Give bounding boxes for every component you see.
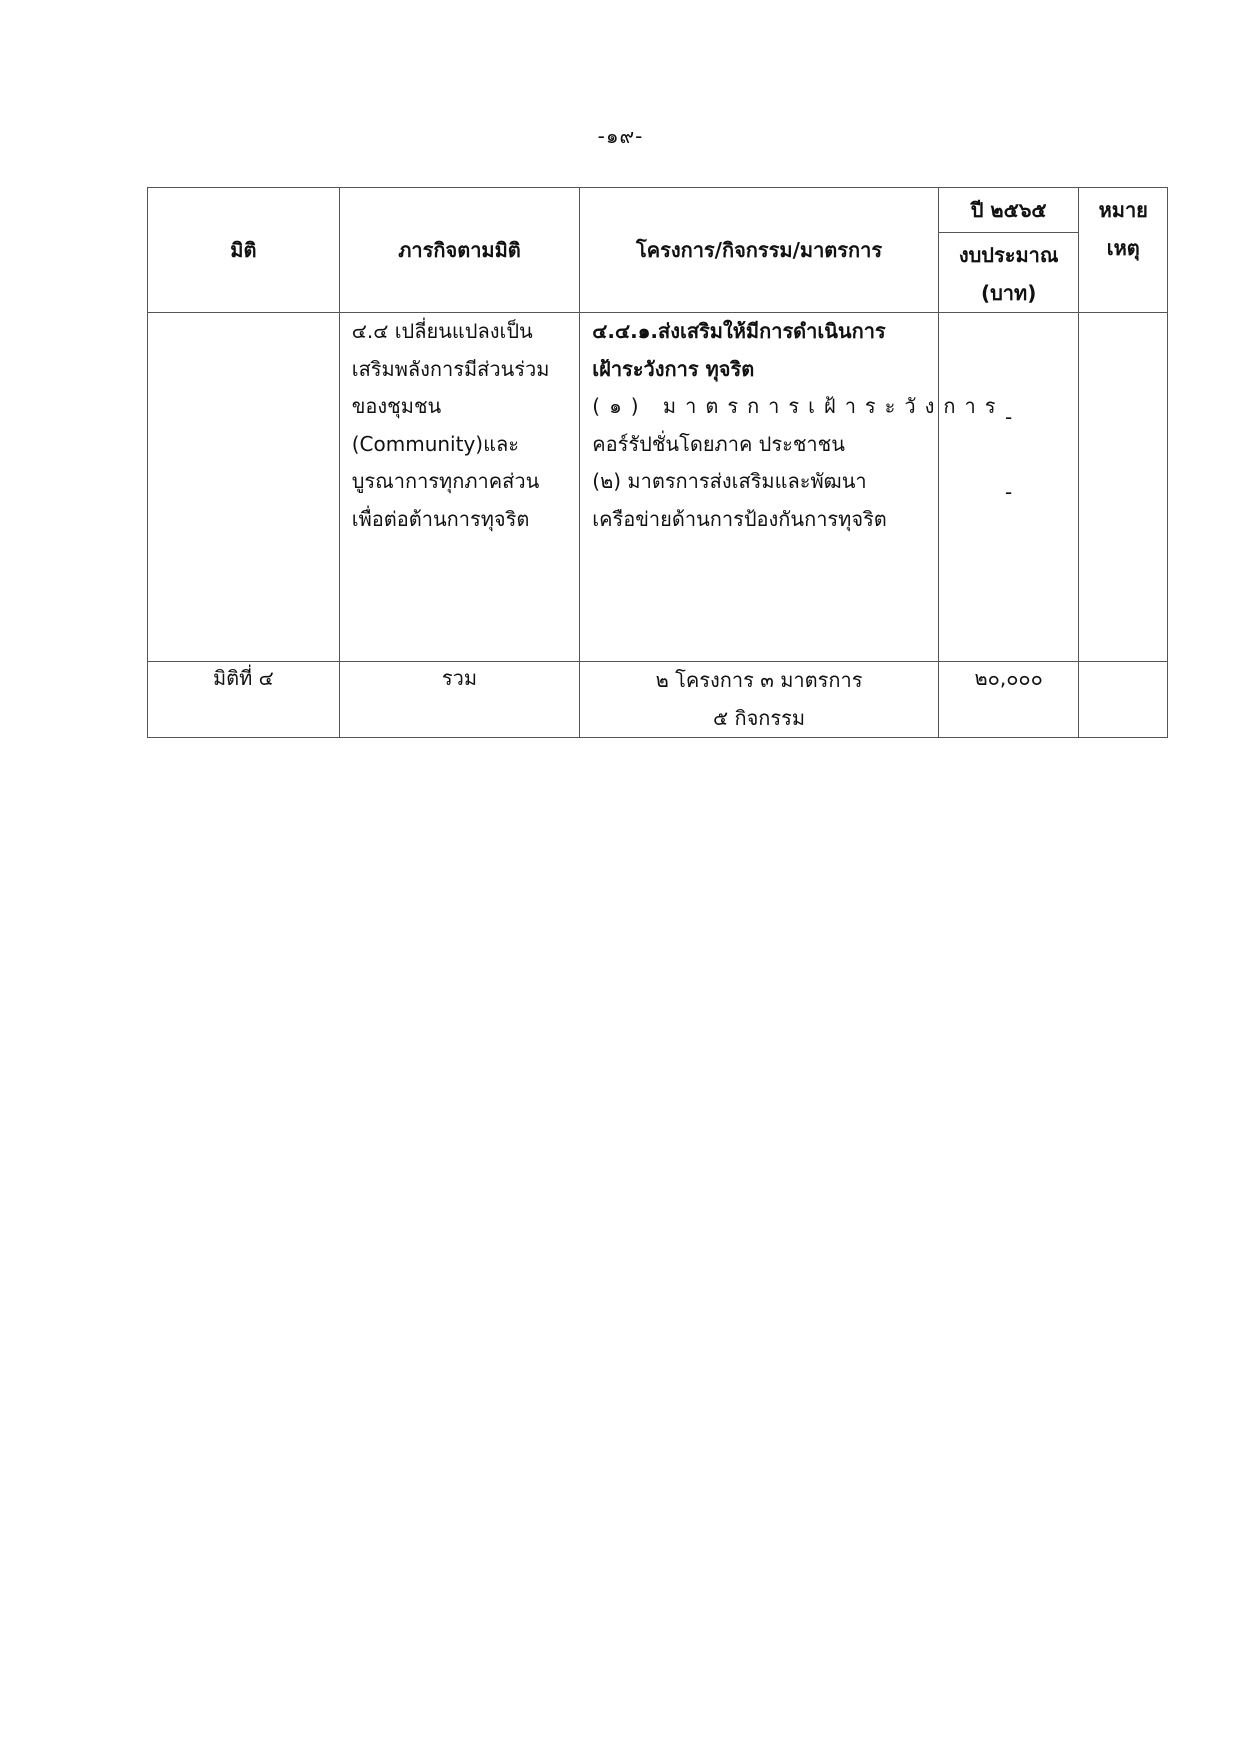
total-project	[580, 662, 939, 738]
project-title-line: ๔.๔.๑.ส่งเสริมให้มีการดำเนินการ	[592, 319, 886, 343]
header-remark	[1079, 188, 1168, 313]
budget-plan-table	[147, 187, 1168, 738]
measure-2-line2: เครือข่ายด้านการป้องกันการทุจริต	[592, 506, 887, 531]
mission-line: ๔.๔ เปลี่ยนแปลงเป็น	[351, 319, 533, 343]
measure-1-line2: คอร์รัปชั่นโดยภาค ประชาชน	[592, 431, 845, 456]
header-remark-line1: หมาย	[1098, 198, 1148, 222]
cell-remark	[1079, 313, 1168, 662]
cell-dimension	[148, 313, 340, 662]
header-year: ปี ๒๕๖๕	[938, 188, 1079, 233]
measure-2-line1: (๒) มาตรการส่งเสริมและพัฒนา	[592, 469, 867, 493]
header-remark-line2: เหตุ	[1106, 235, 1140, 260]
mission-line: (Community)และ	[351, 431, 519, 456]
header-budget-line1: งบประมาณ	[958, 243, 1059, 267]
total-project-line2: ๕ กิจกรรม	[712, 705, 806, 730]
mission-line: เพื่อต่อต้านการทุจริต	[351, 506, 530, 531]
budget-measure-2: -	[1005, 480, 1013, 504]
header-budget-line2: (บาท)	[980, 280, 1037, 305]
table-row	[148, 313, 1168, 662]
project-title-line: เฝ้าระวังการ ทุจริต	[592, 356, 755, 381]
cell-project	[580, 313, 1005, 662]
total-row	[148, 662, 1168, 738]
total-project-line1: ๒ โครงการ ๓ มาตรการ	[655, 668, 863, 692]
total-dimension: มิติที่ ๔	[148, 662, 340, 738]
header-project: โครงการ/กิจกรรม/มาตรการ	[580, 188, 939, 313]
page-number: -๑๙-	[597, 124, 644, 148]
mission-line: ของชุมชน	[351, 394, 442, 418]
budget-spacer	[951, 437, 1067, 475]
header-dimension: มิติ	[148, 188, 340, 313]
header-budget	[938, 233, 1079, 313]
table-header-row	[148, 188, 1168, 233]
total-budget: ๒๐,๐๐๐	[938, 662, 1079, 738]
mission-line: เสริมพลังการมีส่วนร่วม	[351, 356, 550, 381]
total-mission: รวม	[339, 662, 580, 738]
cell-mission	[339, 313, 580, 662]
header-mission: ภารกิจตามมิติ	[339, 188, 580, 313]
mission-line: บูรณาการทุกภาคส่วน	[351, 469, 540, 493]
total-remark	[1079, 662, 1168, 738]
cell-budget	[938, 313, 1079, 662]
measure-1-line1: (๑) มาตรการเฝ้าระวังการ	[592, 394, 1005, 418]
budget-measure-1: -	[1005, 405, 1013, 429]
